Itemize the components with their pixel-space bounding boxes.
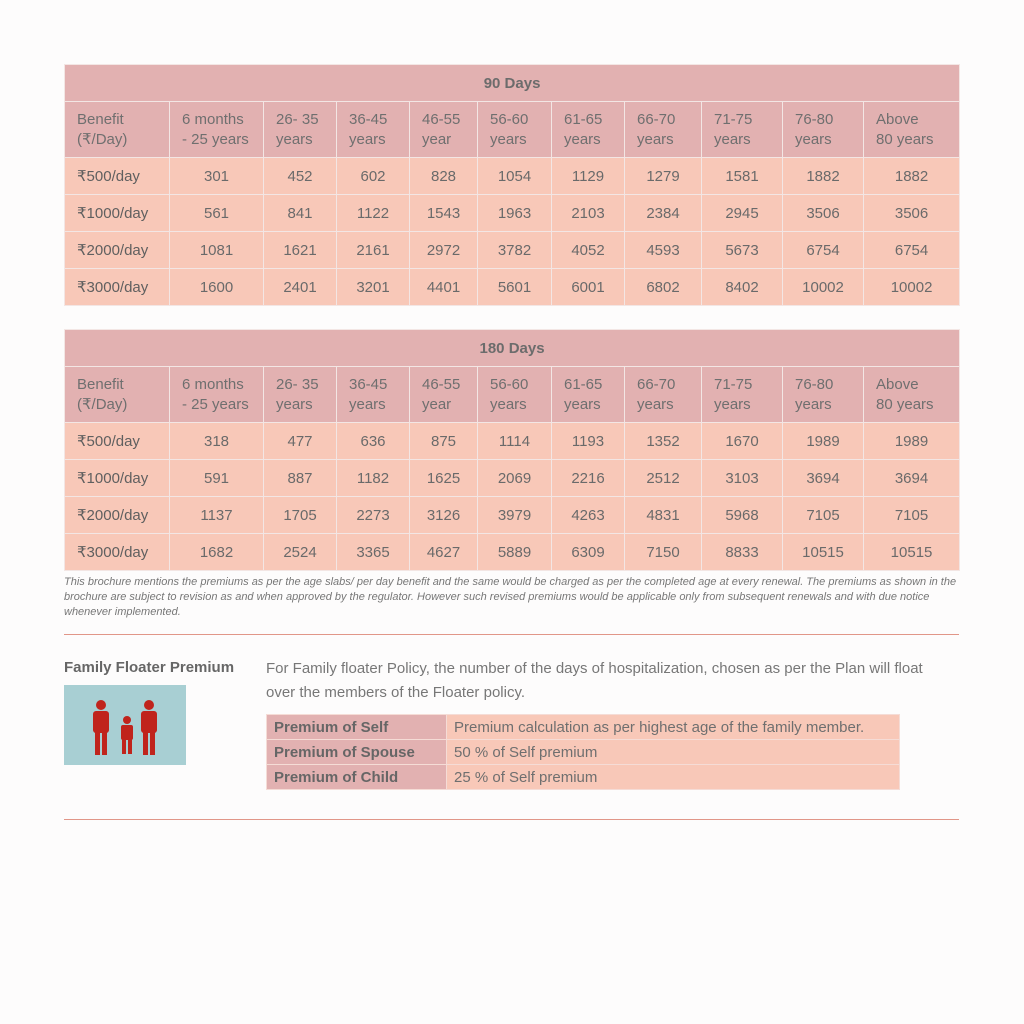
header-text: 6 months	[182, 375, 244, 393]
family-floater-table	[266, 714, 900, 790]
header-text: 6 months	[182, 110, 244, 128]
header-text: year	[422, 130, 452, 148]
premium-cell: 2273	[337, 497, 410, 534]
premium-cell: 5968	[702, 497, 783, 534]
premium-cell: 4263	[552, 497, 625, 534]
premium-cell: 1114	[478, 423, 552, 460]
header-text: years	[795, 395, 832, 413]
header-text: years	[564, 395, 601, 413]
header-text: Benefit	[77, 375, 124, 393]
header-text: years	[490, 395, 527, 413]
header-text: 61-65	[564, 375, 603, 393]
age-column-header	[702, 102, 783, 158]
header-text: years	[564, 130, 601, 148]
header-text: 66-70	[637, 110, 676, 128]
premium-cell: 1600	[170, 269, 264, 306]
header-row	[65, 367, 960, 423]
family-icon	[64, 685, 186, 765]
premium-cell: 1989	[864, 423, 960, 460]
table-title: 180 Days	[65, 330, 960, 367]
premium-spouse-value: 50 % of Self premium	[447, 740, 900, 765]
header-text: 26- 35	[276, 110, 319, 128]
age-column-header	[864, 367, 960, 423]
table-row	[65, 460, 960, 497]
age-column-header	[337, 102, 410, 158]
age-column-header	[170, 367, 264, 423]
premium-cell: 10515	[864, 534, 960, 571]
age-column-header	[702, 367, 783, 423]
premium-cell: 1670	[702, 423, 783, 460]
premium-cell: 3694	[864, 460, 960, 497]
age-column-header	[478, 102, 552, 158]
premium-cell: 6309	[552, 534, 625, 571]
premium-cell: 1352	[625, 423, 702, 460]
premium-cell: 4627	[410, 534, 478, 571]
premium-cell: 3126	[410, 497, 478, 534]
premium-child-value: 25 % of Self premium	[447, 765, 900, 790]
premium-self-value: Premium calculation as per highest age of the family member.	[447, 715, 900, 740]
premium-cell: 3103	[702, 460, 783, 497]
divider	[64, 819, 959, 820]
premium-cell: 4593	[625, 232, 702, 269]
age-column-header	[552, 367, 625, 423]
table-row	[267, 740, 900, 765]
disclaimer-note: This brochure mentions the premiums as per the age slabs/ per day benefit and the same would be charged as per the completed age at every renewal. The premiums as shown in the brochure are subject to revision as and when approved by the regulator. However such revised premiums would be applicable only from subsequent renewals and with due notice whenever implemented.	[64, 576, 957, 618]
premium-cell: 6754	[783, 232, 864, 269]
header-text: years	[637, 395, 674, 413]
header-text: (₹/Day)	[77, 130, 128, 148]
header-text: years	[714, 130, 751, 148]
header-row	[65, 102, 960, 158]
premium-cell: 318	[170, 423, 264, 460]
header-text: 46-55	[422, 110, 461, 128]
premium-cell: 887	[264, 460, 337, 497]
premium-cell: 5673	[702, 232, 783, 269]
table-row	[267, 765, 900, 790]
header-text: 76-80	[795, 110, 834, 128]
premium-cell: 2216	[552, 460, 625, 497]
table-row	[65, 269, 960, 306]
premium-cell: 2524	[264, 534, 337, 571]
header-text: years	[276, 395, 313, 413]
header-text: (₹/Day)	[77, 395, 128, 413]
age-column-header	[410, 102, 478, 158]
premium-cell: 636	[337, 423, 410, 460]
premium-cell: 1279	[625, 158, 702, 195]
premium-cell: 5601	[478, 269, 552, 306]
premium-cell: 1193	[552, 423, 625, 460]
premium-cell: 841	[264, 195, 337, 232]
premium-cell: 2103	[552, 195, 625, 232]
premium-cell: 301	[170, 158, 264, 195]
header-text: 76-80	[795, 375, 834, 393]
premium-cell: 452	[264, 158, 337, 195]
premium-cell: 7105	[783, 497, 864, 534]
header-text: - 25 years	[182, 395, 249, 413]
premium-cell: 1129	[552, 158, 625, 195]
premium-table-90-days	[64, 64, 960, 306]
premium-cell: 2972	[410, 232, 478, 269]
family-floater-heading: Family Floater Premium	[64, 659, 235, 676]
age-column-header	[478, 367, 552, 423]
premium-cell: 1581	[702, 158, 783, 195]
header-text: 61-65	[564, 110, 603, 128]
age-column-header	[264, 102, 337, 158]
premium-cell: 875	[410, 423, 478, 460]
header-text: years	[795, 130, 832, 148]
table-row	[65, 195, 960, 232]
header-text: 56-60	[490, 110, 529, 128]
age-column-header	[864, 102, 960, 158]
premium-cell: 3201	[337, 269, 410, 306]
header-text: 71-75	[714, 110, 753, 128]
premium-cell: 561	[170, 195, 264, 232]
age-column-header	[170, 102, 264, 158]
premium-cell: 4831	[625, 497, 702, 534]
header-text: 46-55	[422, 375, 461, 393]
header-text: Benefit	[77, 110, 124, 128]
premium-cell: 1081	[170, 232, 264, 269]
header-text: - 25 years	[182, 130, 249, 148]
premium-cell: 1625	[410, 460, 478, 497]
premium-cell: 1182	[337, 460, 410, 497]
premium-cell: 6754	[864, 232, 960, 269]
premium-cell: 2512	[625, 460, 702, 497]
header-text: years	[276, 130, 313, 148]
premium-cell: 1543	[410, 195, 478, 232]
premium-cell: 8402	[702, 269, 783, 306]
header-text: years	[714, 395, 751, 413]
premium-cell: 1989	[783, 423, 864, 460]
premium-self-label: Premium of Self	[267, 715, 447, 740]
header-text: years	[637, 130, 674, 148]
benefit-label: ₹2000/day	[65, 232, 170, 269]
premium-cell: 8833	[702, 534, 783, 571]
benefit-label: ₹3000/day	[65, 534, 170, 571]
premium-cell: 1882	[783, 158, 864, 195]
benefit-label: ₹1000/day	[65, 195, 170, 232]
table-row	[65, 497, 960, 534]
header-text: years	[349, 395, 386, 413]
premium-cell: 4401	[410, 269, 478, 306]
benefit-label: ₹2000/day	[65, 497, 170, 534]
header-text: 26- 35	[276, 375, 319, 393]
divider	[64, 634, 959, 635]
premium-cell: 1882	[864, 158, 960, 195]
header-text: 80 years	[876, 130, 934, 148]
premium-child-label: Premium of Child	[267, 765, 447, 790]
premium-cell: 591	[170, 460, 264, 497]
table-row	[65, 232, 960, 269]
premium-table-180-days	[64, 329, 960, 571]
age-column-header	[552, 102, 625, 158]
premium-cell: 1122	[337, 195, 410, 232]
header-text: Above	[876, 110, 919, 128]
benefit-label: ₹500/day	[65, 158, 170, 195]
age-column-header	[410, 367, 478, 423]
premium-cell: 477	[264, 423, 337, 460]
header-text: 66-70	[637, 375, 676, 393]
benefit-label: ₹500/day	[65, 423, 170, 460]
premium-cell: 5889	[478, 534, 552, 571]
premium-cell: 1705	[264, 497, 337, 534]
table-row	[65, 423, 960, 460]
age-column-header	[264, 367, 337, 423]
premium-cell: 828	[410, 158, 478, 195]
premium-cell: 2401	[264, 269, 337, 306]
premium-cell: 3782	[478, 232, 552, 269]
header-text: year	[422, 395, 452, 413]
premium-cell: 7105	[864, 497, 960, 534]
premium-cell: 10002	[864, 269, 960, 306]
premium-cell: 6001	[552, 269, 625, 306]
premium-cell: 1682	[170, 534, 264, 571]
premium-cell: 1621	[264, 232, 337, 269]
table-row	[65, 534, 960, 571]
header-text: years	[349, 130, 386, 148]
premium-cell: 3365	[337, 534, 410, 571]
header-text: 36-45	[349, 110, 388, 128]
premium-cell: 4052	[552, 232, 625, 269]
table-row	[267, 715, 900, 740]
premium-cell: 2069	[478, 460, 552, 497]
premium-cell: 3506	[864, 195, 960, 232]
family-figures-svg	[64, 685, 186, 765]
age-column-header	[783, 102, 864, 158]
premium-cell: 10002	[783, 269, 864, 306]
age-column-header	[783, 367, 864, 423]
table-title: 90 Days	[65, 65, 960, 102]
age-column-header	[337, 367, 410, 423]
header-text: Above	[876, 375, 919, 393]
header-text: years	[490, 130, 527, 148]
premium-cell: 1054	[478, 158, 552, 195]
premium-cell: 3506	[783, 195, 864, 232]
header-text: 56-60	[490, 375, 529, 393]
premium-cell: 1137	[170, 497, 264, 534]
benefit-label: ₹3000/day	[65, 269, 170, 306]
premium-cell: 602	[337, 158, 410, 195]
premium-spouse-label: Premium of Spouse	[267, 740, 447, 765]
header-text: 80 years	[876, 395, 934, 413]
premium-cell: 3694	[783, 460, 864, 497]
header-text: 36-45	[349, 375, 388, 393]
premium-cell: 3979	[478, 497, 552, 534]
age-column-header	[625, 102, 702, 158]
age-column-header	[625, 367, 702, 423]
premium-cell: 2945	[702, 195, 783, 232]
premium-cell: 6802	[625, 269, 702, 306]
benefit-label: ₹1000/day	[65, 460, 170, 497]
premium-cell: 2384	[625, 195, 702, 232]
premium-cell: 7150	[625, 534, 702, 571]
benefit-column-header	[65, 367, 170, 423]
header-text: 71-75	[714, 375, 753, 393]
premium-cell: 1963	[478, 195, 552, 232]
benefit-column-header	[65, 102, 170, 158]
family-floater-description: For Family floater Policy, the number of the days of hospitalization, chosen as per the Plan will float over the members of the Floater policy.	[266, 660, 923, 701]
table-row	[65, 158, 960, 195]
premium-cell: 2161	[337, 232, 410, 269]
premium-cell: 10515	[783, 534, 864, 571]
